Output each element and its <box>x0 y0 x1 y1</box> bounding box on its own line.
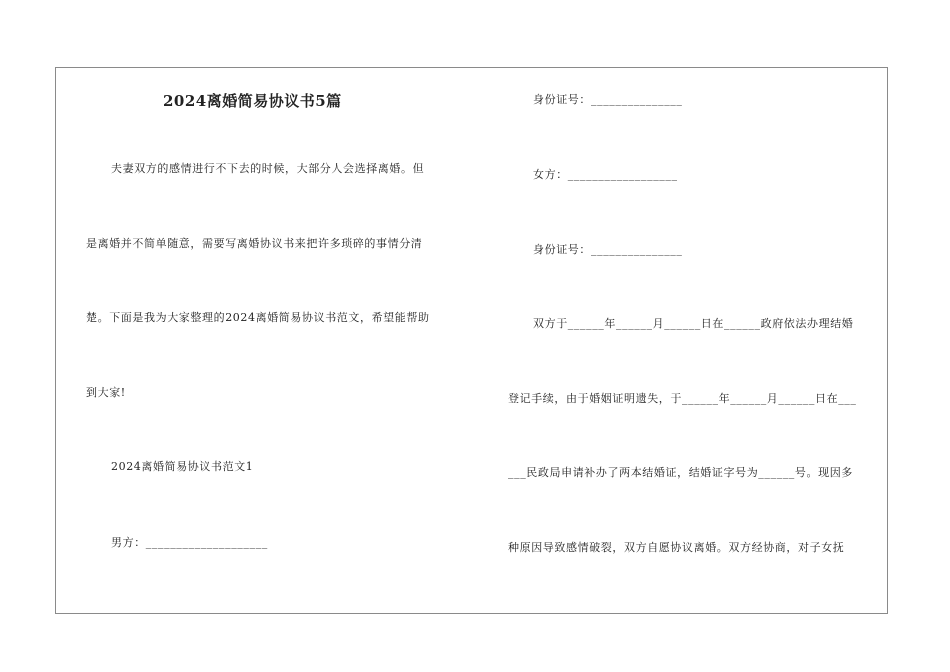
right-line-4: 双方于______年______月______日在______政府依法办理结婚 <box>533 317 854 330</box>
left-line-3: 楚。下面是我为大家整理的2024离婚简易协议书范文，希望能帮助 <box>86 311 430 324</box>
right-line-1: 身份证号：_______________ <box>533 93 683 106</box>
left-line-5: 2024离婚简易协议书范文1 <box>111 460 254 473</box>
right-line-3: 身份证号：_______________ <box>533 243 683 256</box>
right-line-2: 女方：__________________ <box>533 168 678 181</box>
right-line-7: 种原因导致感情破裂，双方自愿协议离婚。双方经协商，对子女抚 <box>508 541 845 554</box>
left-line-6: 男方：____________________ <box>111 536 268 549</box>
right-line-6: ___民政局申请补办了两本结婚证，结婚证字号为______号。现因多 <box>508 466 853 479</box>
left-line-1: 夫妻双方的感情进行不下去的时候，大部分人会选择离婚。但 <box>111 162 425 175</box>
page-border <box>55 67 888 614</box>
document-title: 2024离婚简易协议书5篇 <box>163 92 342 110</box>
left-line-4: 到大家! <box>86 386 126 399</box>
left-line-2: 是离婚并不简单随意，需要写离婚协议书来把许多琐碎的事情分清 <box>86 237 423 250</box>
right-line-5: 登记手续，由于婚姻证明遗失，于______年______月______日在___ <box>508 392 857 405</box>
